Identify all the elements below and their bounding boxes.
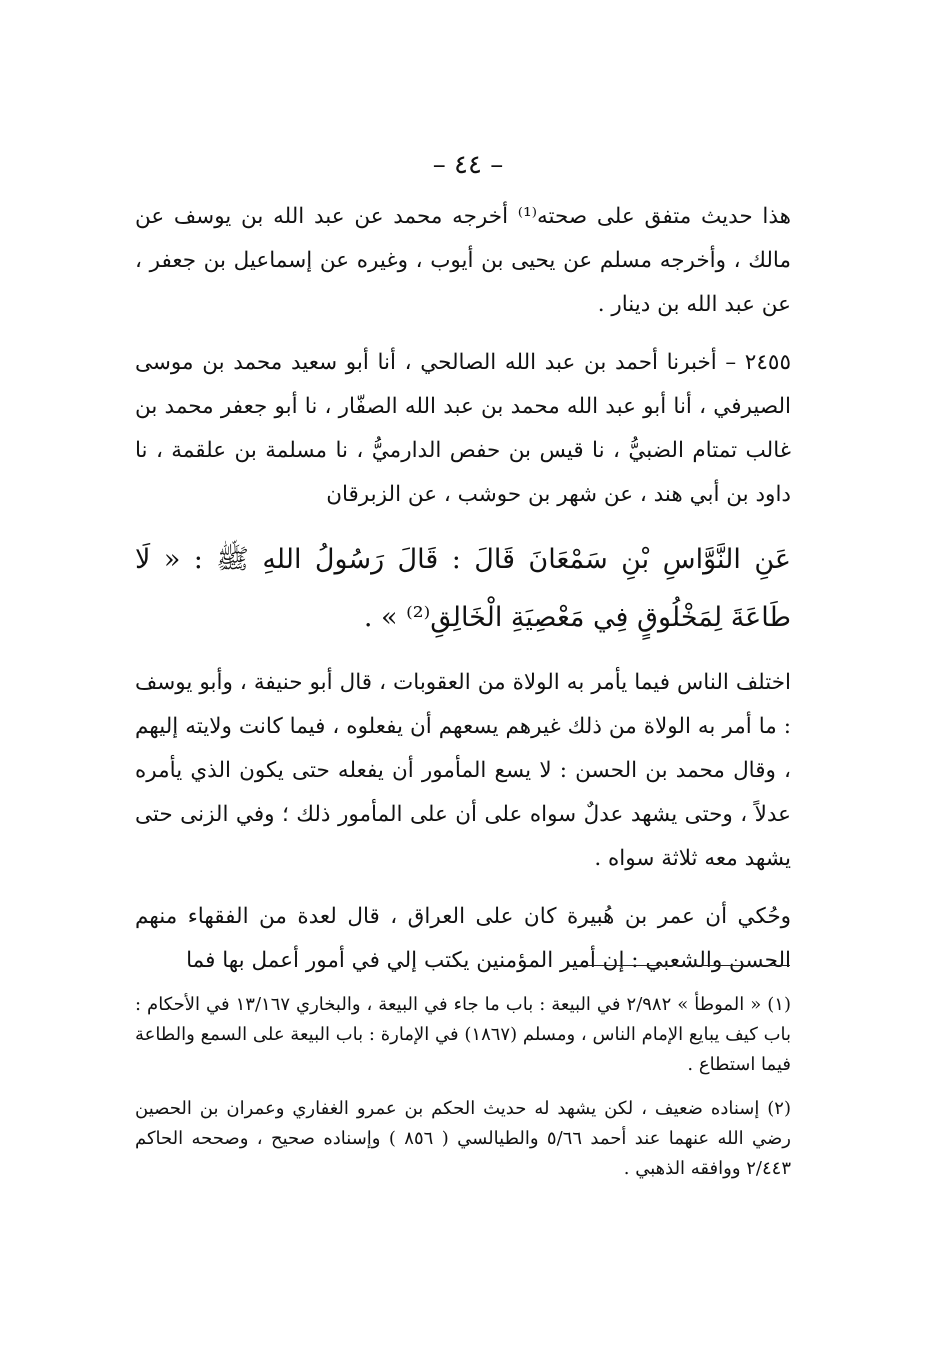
paragraph-ibn-hubayra: وحُكي أن عمر بن هُبيرة كان على العراق ، قال لعدة من الفقهاء منهم الحسن والشعبي : إن أمير المؤمنين يكتب إلي في أمور أعمل بها فما: [135, 904, 791, 973]
paragraph-disagreement: اختلف الناس فيما يأمر به الولاة من العقوبات ، قال أبو حنيفة ، وأبو يوسف : ما أمر به الولاة من ذلك غيرهم يسعهم أن يفعلوه ، فيما كانت ولايته إليهم ، وقال محمد بن الحسن : لا يسع المأمور أن يفعله حتى يكون الذي يأمره عدلاً ، وحتى يشهد عدلٌ سواه على أن على المأمور ذلك ؛ وفي الزنى حتى يشهد معه ثلاثة سواه .: [135, 670, 791, 871]
main-text: [135, 195, 791, 997]
paragraph-sahih-note: هذا حديث متفق على صحته⁽¹⁾ أخرجه محمد عن عبد الله بن يوسف عن مالك ، وأخرجه مسلم عن يحيى بن أيوب ، وغيره عن إسماعيل بن جعفر ، عن عبد الله بن دينار .: [135, 204, 791, 317]
paragraph-isnad-2455: ٢٤٥٥ – أخبرنا أحمد بن عبد الله الصالحي ، أنا أبو سعيد محمد بن موسى الصيرفي ، أنا أبو عبد الله محمد بن عبد الله الصفّار ، نا أبو جعفر محمد بن غالب تمتام الضبيُّ ، نا قيس بن حفص الدارميُّ ، نا مسلمة بن علقمة ، نا داود بن أبي هند ، عن شهر بن حوشب ، عن الزبرقان: [135, 350, 791, 507]
hadith-text: عَنِ النَّوَّاسِ بْنِ سَمْعَانَ قَالَ : قَالَ رَسُولُ اللهِ ﷺ : « لَا طَاعَةَ لِمَخْلُوقٍ فِي مَعْصِيَةِ الْخَالِقِ⁽²⁾ » .: [135, 544, 791, 633]
footnote-1: (١) « الموطأ » ٢/٩٨٢ في البيعة : باب ما جاء في البيعة ، والبخاري ١٣/١٦٧ في الأحكام : باب كيف يبايع الإمام الناس ، ومسلم (١٨٦٧) في الإمارة : باب البيعة على السمع والطاعة فيما استطاع .: [135, 994, 792, 1075]
footnotes: [135, 990, 791, 1198]
footnote-2: (٢) إسناده ضعيف ، لكن يشهد له حديث الحكم بن عمرو الغفاري وعمران بن الحصين رضي الله عنهما عند أحمد ٥/٦٦ والطيالسي ( ٨٥٦ ) وإسناده صحيح ، وصححه الحاكم ٢/٤٤٣ ووافقه الذهبي .: [135, 1098, 791, 1179]
footnote-divider: [570, 965, 790, 966]
page-number: – ٤٤ –: [432, 150, 504, 180]
